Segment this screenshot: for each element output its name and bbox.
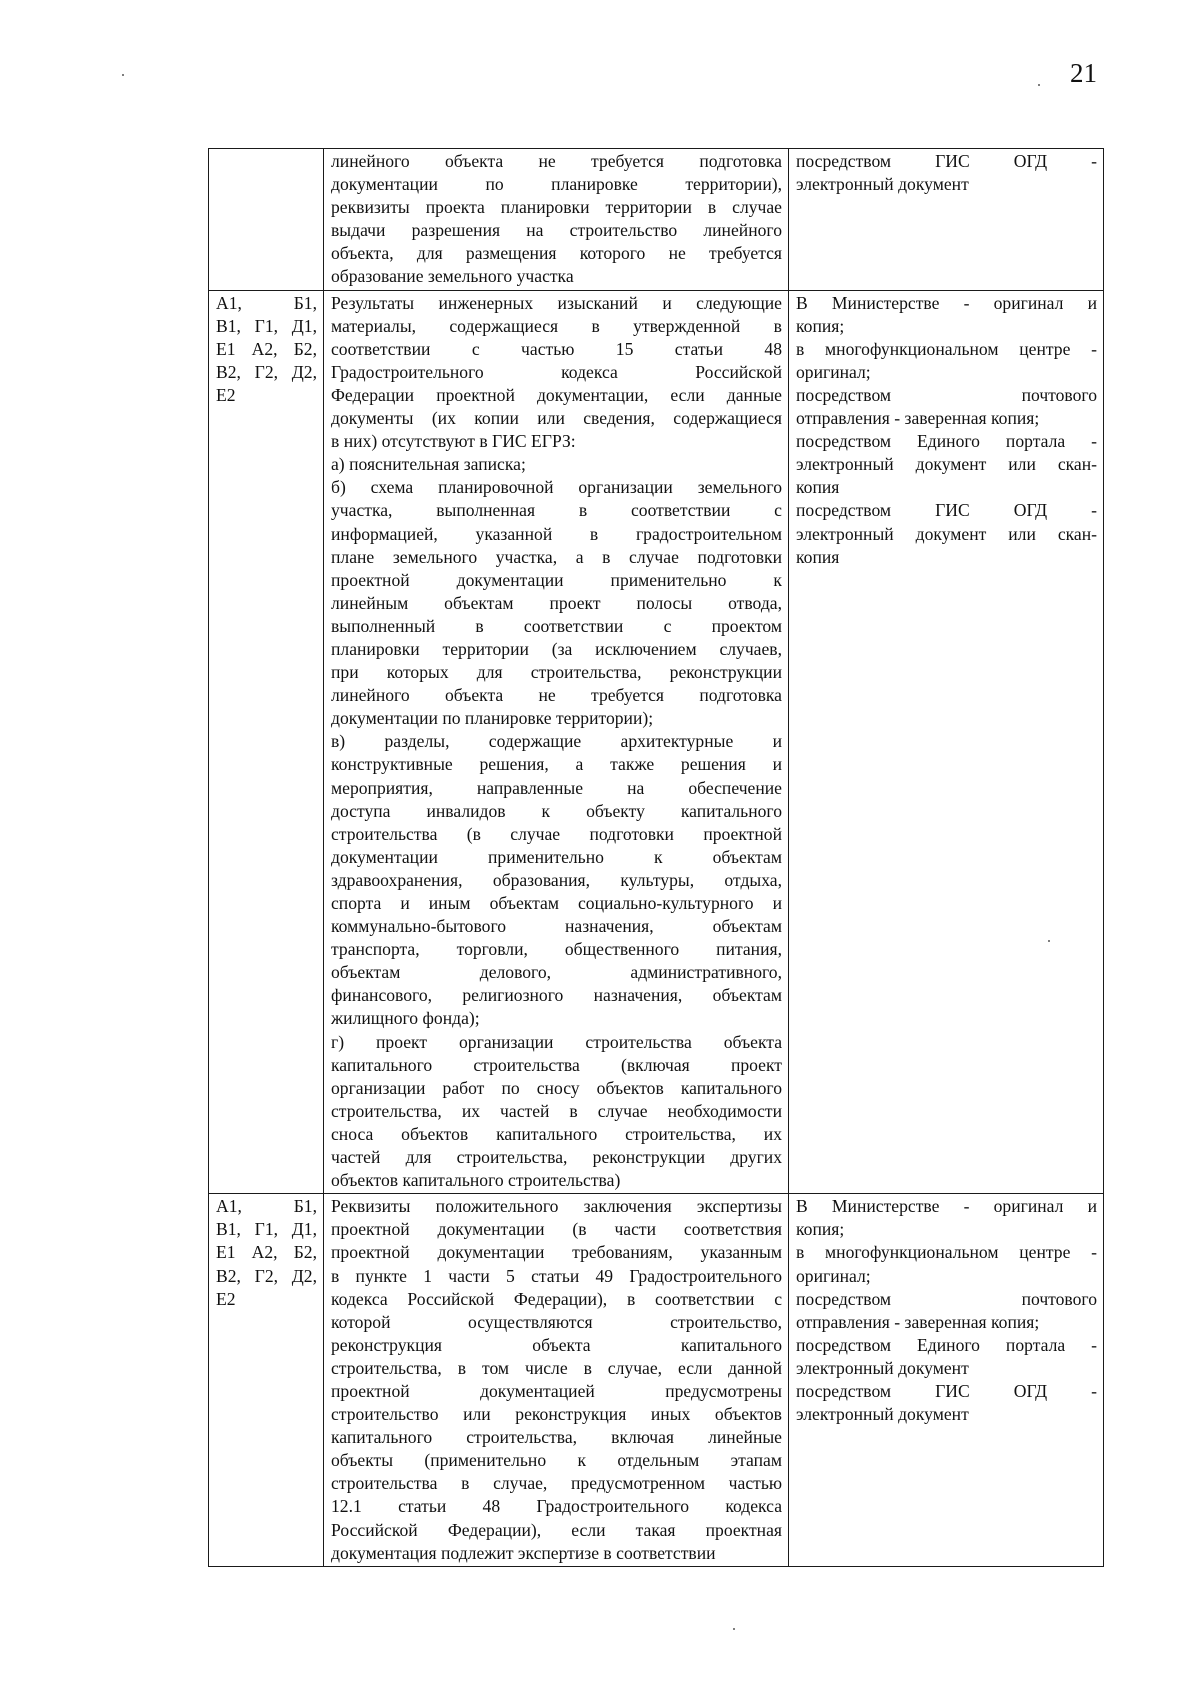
text-line: проектной документации применительно к: [331, 569, 782, 590]
text-line: копия: [796, 477, 840, 498]
text-line: копия;: [796, 1219, 845, 1240]
text-line: капитального строительства (включая проект: [331, 1054, 782, 1075]
text-line: посредством почтового: [796, 1288, 1097, 1309]
applicant-codes-cell: [209, 290, 324, 1194]
text-line: финансового, религиозного назначения, объектам: [331, 985, 782, 1006]
scan-speck: [1038, 84, 1040, 86]
text-line: соответствии с частью 15 статьи 48: [331, 338, 782, 359]
text-line: выполненный в соответствии с проектом: [331, 615, 782, 636]
text-line: плане земельного участка, а в случае подготовки: [331, 546, 782, 567]
text-line: посредством Единого портала -: [796, 431, 1097, 452]
text-line: при которых для строительства, реконструкции: [331, 662, 782, 683]
document-description-cell: [324, 149, 789, 291]
text-line: копия;: [796, 315, 845, 336]
text-line: 12.1 статьи 48 Градостроительного кодекса: [331, 1496, 782, 1517]
text-line: проектной документации требованиям, указанным: [331, 1242, 782, 1263]
text-line: Градостроительного кодекса Российской: [331, 361, 782, 382]
text-line: электронный документ: [796, 1404, 969, 1425]
text-line: В Министерстве - оригинал и: [796, 1196, 1097, 1217]
text-line: Реквизиты положительного заключения экспертизы: [331, 1196, 782, 1217]
text-line: сноса объектов капитального строительства, их: [331, 1123, 782, 1144]
text-line: реквизиты проекта планировки территории в случае: [331, 197, 782, 218]
text-line: объекты (применительно к отдельным этапам: [331, 1450, 782, 1471]
text-line: организации работ по сносу объектов капитального: [331, 1077, 782, 1098]
text-line: Е2: [216, 1288, 236, 1309]
text-line: строительства в случае, предусмотренном частью: [331, 1473, 782, 1494]
text-line: конструктивные решения, а также решения и: [331, 754, 782, 775]
text-line: документации по планировке территории),: [331, 174, 782, 195]
text-line: объектов капитального строительства): [331, 1170, 621, 1191]
text-line: г) проект организации строительства объекта: [331, 1031, 782, 1052]
text-line: документация подлежит экспертизе в соответствии: [331, 1542, 716, 1563]
text-line: строительства, в том числе в случае, если данной: [331, 1357, 782, 1378]
text-line: реконструкция объекта капитального: [331, 1334, 782, 1355]
text-line: Результаты инженерных изысканий и следующие: [331, 292, 782, 313]
text-line: частей для строительства, реконструкции других: [331, 1147, 782, 1168]
text-line: объекта, для размещения которого не требуется: [331, 243, 782, 264]
text-line: Е1 А2, Б2,: [216, 1242, 317, 1263]
submission-methods-cell: [789, 290, 1104, 1194]
text-line: коммунально-бытового назначения, объектам: [331, 916, 782, 937]
text-line: документы (их копии или сведения, содержащиеся: [331, 408, 782, 429]
text-line: образование земельного участка: [331, 266, 574, 287]
text-line: в) разделы, содержащие архитектурные и: [331, 731, 782, 752]
table-row: [209, 1194, 1104, 1567]
text-line: Е1 А2, Б2,: [216, 338, 317, 359]
text-line: капитального строительства, включая линейные: [331, 1427, 782, 1448]
text-line: объектам делового, административного,: [331, 962, 782, 983]
text-line: посредством Единого портала -: [796, 1334, 1097, 1355]
text-line: строительства, их частей в случае необходимости: [331, 1100, 782, 1121]
text-line: транспорта, торговли, общественного питания,: [331, 939, 782, 960]
document-description-cell: [324, 1194, 789, 1567]
document-table: [208, 148, 1104, 1567]
text-line: доступа инвалидов к объекту капитального: [331, 800, 782, 821]
table-row: [209, 149, 1104, 291]
text-line: проектной документацией предусмотрены: [331, 1380, 782, 1401]
text-line: мероприятия, направленные на обеспечение: [331, 777, 782, 798]
scan-speck: [733, 1628, 735, 1630]
text-line: электронный документ: [796, 174, 969, 195]
text-line: строительство или реконструкция иных объектов: [331, 1404, 782, 1425]
text-line: А1, Б1,: [216, 292, 317, 313]
text-line: а) пояснительная записка;: [331, 454, 526, 475]
text-line: оригинал;: [796, 361, 871, 382]
text-line: посредством ГИС ОГД -: [796, 1380, 1097, 1401]
text-line: Российской Федерации), если такая проектная: [331, 1519, 782, 1540]
text-line: линейного объекта не требуется подготовка: [331, 151, 782, 171]
text-line: материалы, содержащиеся в утвержденной в: [331, 315, 782, 336]
text-line: документации применительно к объектам: [331, 846, 782, 867]
text-line: участка, выполненная в соответствии с: [331, 500, 782, 521]
text-line: В Министерстве - оригинал и: [796, 292, 1097, 313]
document-description-cell: [324, 290, 789, 1194]
text-line: планировки территории (за исключением случаев,: [331, 638, 782, 659]
text-line: проектной документации (в части соответствия: [331, 1219, 782, 1240]
text-line: посредством ГИС ОГД -: [796, 500, 1097, 521]
text-line: Е2: [216, 384, 236, 405]
text-line: А1, Б1,: [216, 1196, 317, 1217]
text-line: которой осуществляются строительство,: [331, 1311, 782, 1332]
submission-methods-cell: [789, 149, 1104, 291]
text-line: отправления - заверенная копия;: [796, 408, 1040, 429]
text-line: электронный документ: [796, 1357, 969, 1378]
applicant-codes-cell: [209, 149, 324, 291]
table-row: [209, 290, 1104, 1194]
text-line: Федерации проектной документации, если данные: [331, 384, 782, 405]
text-line: линейным объектам проект полосы отвода,: [331, 592, 782, 613]
text-line: в них) отсутствуют в ГИС ЕГРЗ:: [331, 431, 576, 452]
text-line: в пункте 1 части 5 статьи 49 Градостроительного: [331, 1265, 782, 1286]
text-line: строительства (в случае подготовки проектной: [331, 823, 782, 844]
page-number: 21: [1070, 58, 1097, 88]
text-line: посредством почтового: [796, 384, 1097, 405]
text-line: б) схема планировочной организации земельного: [331, 477, 782, 498]
text-line: В2, Г2, Д2,: [216, 361, 317, 382]
text-line: электронный документ или скан-: [796, 454, 1097, 475]
text-line: В1, Г1, Д1,: [216, 315, 317, 336]
scan-speck: [122, 74, 124, 76]
text-line: копия: [796, 546, 840, 567]
text-line: отправления - заверенная копия;: [796, 1311, 1040, 1332]
text-line: информацией, указанной в градостроительном: [331, 523, 782, 544]
text-line: линейного объекта не требуется подготовка: [331, 685, 782, 706]
text-line: в многофункциональном центре -: [796, 1242, 1097, 1263]
applicant-codes-cell: [209, 1194, 324, 1567]
text-line: оригинал;: [796, 1265, 871, 1286]
text-line: посредством ГИС ОГД -: [796, 151, 1097, 171]
text-line: в многофункциональном центре -: [796, 338, 1097, 359]
text-line: спорта и иным объектам социально-культурного и: [331, 893, 782, 913]
text-line: электронный документ или скан-: [796, 523, 1097, 544]
submission-methods-cell: [789, 1194, 1104, 1567]
text-line: кодекса Российской Федерации), в соответствии с: [331, 1288, 782, 1309]
text-line: В2, Г2, Д2,: [216, 1265, 317, 1286]
text-line: жилищного фонда);: [331, 1008, 480, 1029]
text-line: документации по планировке территории);: [331, 708, 654, 729]
text-line: здравоохранения, образования, культуры, отдыха,: [331, 869, 782, 890]
text-line: выдачи разрешения на строительство линейного: [331, 220, 782, 241]
text-line: В1, Г1, Д1,: [216, 1219, 317, 1240]
